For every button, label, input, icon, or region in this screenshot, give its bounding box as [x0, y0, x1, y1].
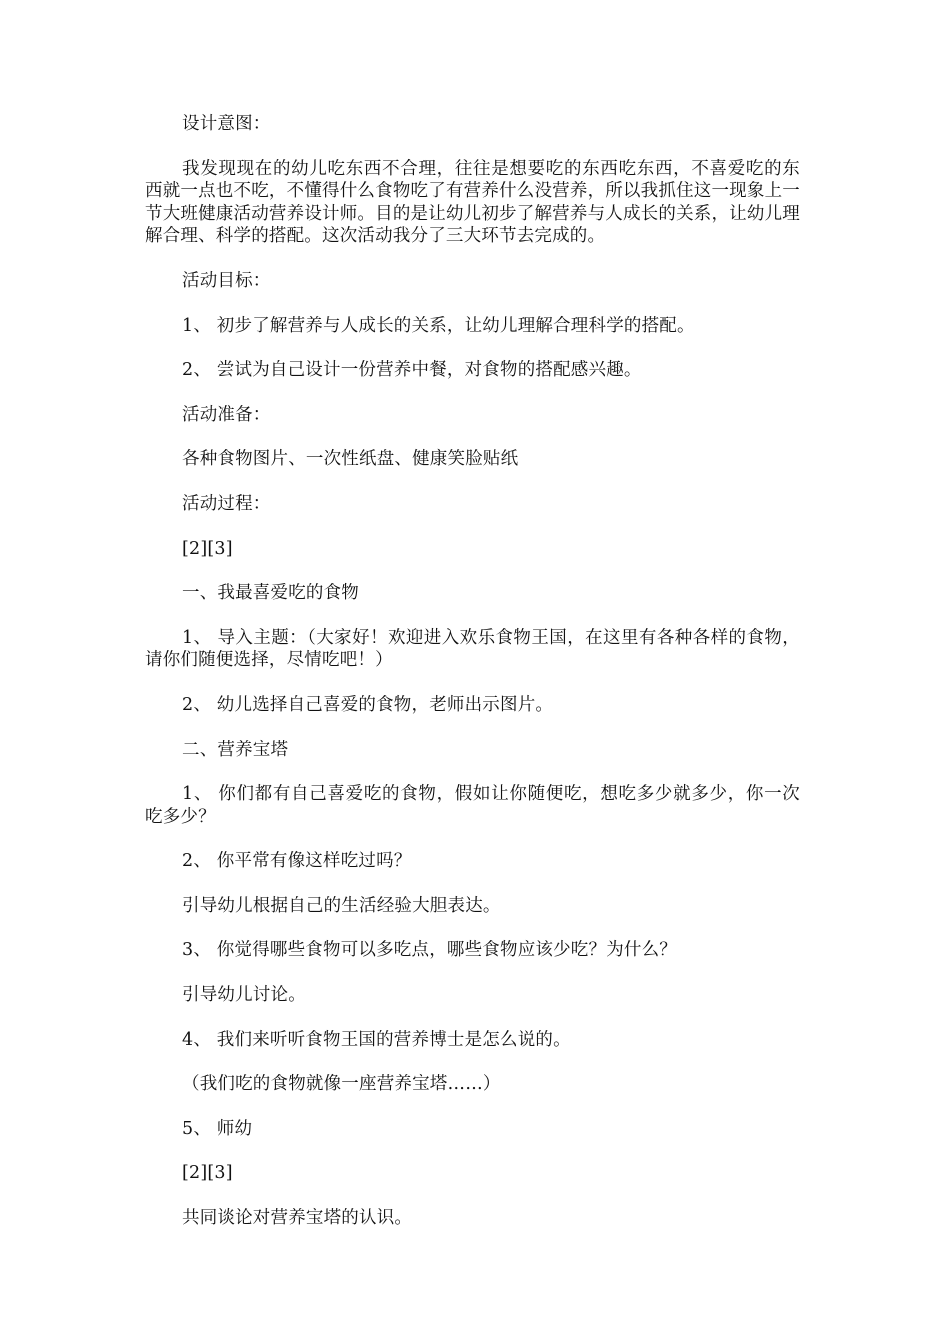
heading-design-intent: 设计意图：	[182, 114, 271, 134]
heading-activity-preparation: 活动准备：	[182, 404, 271, 425]
section-heading-favorite-food: 一、我最喜爱吃的食物	[182, 583, 359, 604]
list-item-pagoda-step-5: 5、 师幼	[182, 1118, 253, 1139]
paragraph-preparation-materials: 各种食物图片、一次性纸盘、健康笑脸贴纸	[182, 449, 519, 470]
section-heading-nutrition-pagoda: 二、营养宝塔	[182, 739, 289, 760]
list-item-step-2: 2、 幼儿选择自己喜爱的食物，老师出示图片。	[182, 694, 554, 715]
list-item-step-1: 1、 导入主题：（大家好！欢迎进入欢乐食物王国，在这里有各种各样的食物，请你们随便选择，尽情吃吧！）	[145, 627, 800, 671]
document-body	[145, 113, 800, 1252]
list-item-goal-1: 1、 初步了解营养与人成长的关系，让幼儿理解合理科学的搭配。	[182, 315, 695, 336]
list-item-pagoda-step-2: 2、 你平常有像这样吃过吗？	[182, 851, 412, 872]
paragraph-design-intent-body: 我发现现在的幼儿吃东西不合理，往往是想要吃的东西吃东西，不喜爱吃的东西就一点也不吃，不懂得什么食物吃了有营养什么没营养，所以我抓住这一现象上一节大班健康活动营养设计师。目的是让幼儿初步了解营养与人成长的关系，让幼儿理解合理、科学的搭配。这次活动我分了三大环节去完成的。	[145, 158, 800, 247]
list-item-pagoda-step-3: 3、 你觉得哪些食物可以多吃点，哪些食物应该少吃？为什么？	[182, 940, 677, 961]
paragraph-guidance-discussion: 引导幼儿讨论。	[182, 985, 306, 1006]
paragraph-guidance-expression: 引导幼儿根据自己的生活经验大胆表达。	[182, 895, 501, 916]
list-item-pagoda-step-4: 4、 我们来听听食物王国的营养博士是怎么说的。	[182, 1029, 571, 1050]
heading-activity-goals: 活动目标：	[182, 270, 271, 291]
heading-activity-process: 活动过程：	[182, 493, 271, 514]
reference-marker: [2][3]	[182, 538, 233, 559]
paragraph-discuss-pagoda: 共同谈论对营养宝塔的认识。	[182, 1208, 413, 1229]
reference-marker-2: [2][3]	[182, 1163, 233, 1184]
list-item-goal-2: 2、 尝试为自己设计一份营养中餐，对食物的搭配感兴趣。	[182, 360, 642, 381]
paragraph-pagoda-quote: （我们吃的食物就像一座营养宝塔……）	[182, 1074, 501, 1095]
list-item-pagoda-step-1: 1、 你们都有自己喜爱吃的食物，假如让你随便吃，想吃多少就多少，你一次吃多少？	[145, 784, 800, 827]
